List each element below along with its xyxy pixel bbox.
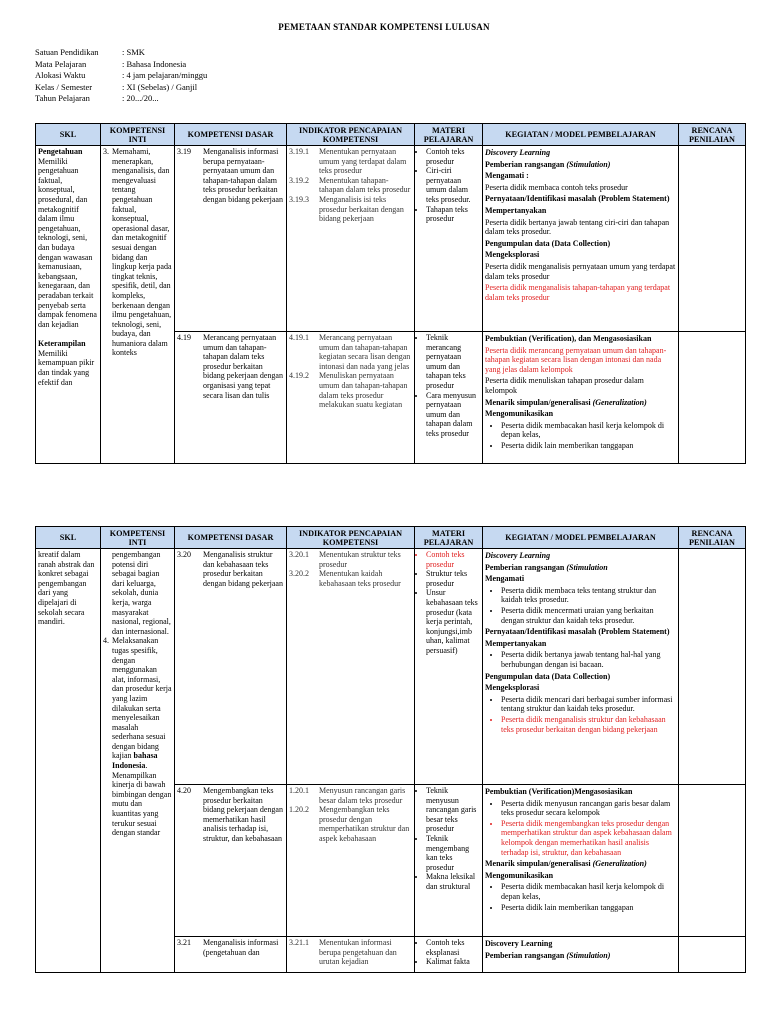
meta-value: : 4 jam pelajaran/minggu: [122, 70, 208, 80]
indikator-item: [289, 371, 412, 409]
header-kegiatan: KEGIATAN / MODEL PEMBELAJARAN: [483, 527, 679, 549]
indikator-item: [289, 176, 412, 195]
kegiatan-step: Mengeksplorasi: [485, 250, 540, 260]
penilaian-cell: [679, 937, 746, 973]
kegiatan-bullet: • Peserta didik mencari dari berbagai sumber informasi tentang struktur dan kaidah teks prosedur.: [501, 695, 676, 714]
table-row: [36, 146, 746, 332]
indikator-code: 1.20.1: [289, 786, 309, 795]
kd-cell: [175, 549, 287, 785]
materi-cell: [415, 937, 483, 973]
indikator-cell: [287, 146, 415, 332]
ki-cell: [101, 549, 175, 973]
kd-code: 3.19: [177, 147, 191, 156]
ki-cell: [101, 146, 175, 464]
skl-heading: Keterampilan: [38, 339, 86, 349]
materi-item: • Makna leksikal dan struktural: [426, 872, 480, 891]
kegiatan-step: Mengomunikasikan: [485, 870, 554, 880]
indikator-code: 3.19.2: [289, 175, 309, 185]
kegiatan-step: Pengumpulan data (Data Collection): [485, 671, 611, 681]
materi-item: • Unsur kebahasaan teks prosedur (kata kerja perintah, konjungsi,imb uhan, kalimat persuasif): [426, 588, 480, 655]
kegiatan-text: Peserta didik membaca contoh teks prosedur: [485, 182, 628, 192]
materi-item: • Contoh teks prosedur: [426, 147, 480, 166]
ki-text: Memahami, menerapkan, menganalisis, dan mengevaluasi tentang pengetahuan faktual, konseptual, operasional dasar, dan metakognitif sesuai dengan bidang dan lingkup kerja pada tingkat teknis, spesifik, detil, dan kompleks, berkenaan dengan ilmu pengetahuan, teknologi, seni, budaya, dan humaniora dalam konteks: [112, 147, 172, 358]
kegiatan-bullet: • Peserta didik menyusun rancangan garis besar dalam teks prosedur secara kelompok: [501, 799, 676, 818]
kegiatan-step: Pembuktian (Verification)Mengasosiasikan: [485, 787, 633, 796]
header-penilaian: RENCANA PENILAIAN: [679, 527, 746, 549]
indikator-item: [289, 786, 412, 805]
indikator-item: [289, 550, 412, 569]
header-indikator: INDIKATOR PENCAPAIAN KOMPETENSI: [287, 527, 415, 549]
header-skl: SKL: [36, 124, 101, 146]
step-label-italic: (Stimulation): [566, 159, 611, 169]
materi-cell: [415, 785, 483, 937]
meta-row: [35, 59, 207, 71]
model-title: Discovery Learning: [485, 939, 553, 948]
kegiatan-bullet: • Peserta didik mencermati uraian yang berkaitan dengan struktur dan kaidah teks prosedur.: [501, 606, 676, 625]
ki-text-part: . Menampilkan kinerja di bawah bimbingan dengan mutu dan kuantitas yang terukur sesuai dengan standar: [112, 761, 172, 838]
ki-number: 3.: [103, 147, 109, 156]
kegiatan-step: [485, 398, 676, 408]
kd-item: [177, 147, 284, 205]
ki-text: pengembangan potensi diri sebagai bagian dari keluarga, sekolah, dunia kerja, warga masyarakat nasional, regional, dan internasional.: [112, 550, 171, 636]
meta-value: : SMK: [122, 47, 145, 57]
kd-cell: [175, 146, 287, 332]
kd-text: Menganalisis informasi (pengetahuan dan: [203, 938, 279, 957]
skl-heading: Pengetahuan: [38, 147, 83, 156]
meta-label: Satuan Pendidikan: [35, 47, 99, 57]
header-materi: MATERI PELAJARAN: [415, 124, 483, 146]
kegiatan-bullet: • Peserta didik bertanya jawab tentang hal-hal yang berhubungan dengan isi bacaan.: [501, 650, 676, 669]
meta-value: : Bahasa Indonesia: [122, 58, 187, 69]
kd-code: 4.20: [177, 786, 191, 795]
kegiatan-cell: [483, 332, 679, 464]
meta-label: Kelas / Semester: [35, 81, 93, 92]
header-skl: SKL: [36, 527, 101, 549]
kegiatan-bullet-highlight: • Peserta didik mengembangkan teks prosedur dengan memperhatikan struktur dan aspek kebahasaan dalam kelompok dengan memerhatikan hasil analisis terhadap isi, struktur, dan kebahasaan: [501, 819, 676, 857]
kd-text: Menganalisis struktur dan kebahasaan teks prosedur berkaitan dengan bidang pekerjaan: [203, 550, 283, 588]
indikator-item: [289, 569, 412, 588]
materi-item: • Teknik menyusun rancangan garis besar teks prosedur: [426, 786, 480, 834]
kd-item: [177, 333, 284, 400]
kd-item: [177, 550, 284, 588]
kegiatan-bullet: • Peserta didik lain memberikan tanggapan: [501, 903, 676, 913]
ki-text: [112, 636, 172, 837]
kegiatan-bullet-highlight: • Peserta didik menganalisis struktur dan kebahasaan teks prosedur berkaitan dengan bidang pekerjaan: [501, 715, 676, 734]
indikator-text: Merancang pernyataan umum dan tahapan-tahapan kegiatan secara lisan dengan intonasi dan nada yang jelas: [319, 333, 411, 371]
model-title: Discovery Learning: [485, 148, 551, 157]
kd-cell: [175, 937, 287, 973]
materi-item: • Teknik mengembang kan teks prosedur: [426, 834, 480, 872]
ki-text-part: Melaksanakan tugas spesifik, dengan menggunakan alat, informasi, dan prosedur kerja yang lazim dilakukan serta menyelesaikan masalah sederhana sesuai dengan bidang kajian: [112, 636, 172, 761]
indikator-cell: [287, 332, 415, 464]
competency-table-1: [35, 123, 746, 464]
ki-number: 4.: [103, 636, 109, 646]
kegiatan-cell: [483, 146, 679, 332]
kd-code: 3.20: [177, 550, 191, 559]
meta-label: Tahun Pelajaran: [35, 93, 90, 103]
header-kd: KOMPETENSI DASAR: [175, 124, 287, 146]
indikator-cell: [287, 549, 415, 785]
kegiatan-step: Pengumpulan data (Data Collection): [485, 238, 611, 248]
indikator-code: 4.19.2: [289, 371, 309, 381]
skl-cell: kreatif dalam ranah abstrak dan konkret sebagai pengembangan dari yang dipelajari di sekolah secara mandiri.: [36, 549, 101, 973]
step-label: Menarik simpulan/generalisasi: [485, 397, 591, 407]
kegiatan-bullet: • Peserta didik membacakan hasil kerja kelompok di depan kelas,: [501, 421, 676, 440]
kegiatan-text-highlight: Peserta didik merancang pernyataan umum dan tahapan-tahapan kegiatan secara lisan dengan intonasi dan nada yang jelas dalam kelompok: [485, 345, 667, 374]
meta-value: : 20.../20...: [122, 93, 159, 103]
materi-item: • Tahapan teks prosedur: [426, 205, 480, 224]
indikator-text: Menentukan kaidah kebahasaan teks prosedur: [319, 569, 401, 588]
competency-table-2: [35, 526, 746, 973]
header-penilaian: RENCANA PENILAIAN: [679, 124, 746, 146]
indikator-text: Menentukan pernyataan umum yang terdapat dalam teks prosedur: [319, 147, 407, 176]
kd-item: [177, 786, 284, 844]
meta-row: [35, 70, 207, 82]
materi-cell: [415, 332, 483, 464]
indikator-item: [289, 147, 412, 176]
penilaian-cell: [679, 549, 746, 785]
indikator-code: 1.20.2: [289, 805, 309, 815]
kegiatan-step: [485, 160, 676, 170]
indikator-item: [289, 805, 412, 843]
indikator-text: Menentukan tahapan-tahapan dalam teks prosedur: [319, 175, 411, 195]
meta-row: [35, 82, 207, 94]
materi-item-highlight: • Contoh teks prosedur: [426, 550, 480, 569]
indikator-code: 3.20.1: [289, 550, 309, 559]
kd-text: Menganalisis informasi berupa pernyataan-pernyataan umum dan tahapan-tahapan dalam teks prosedur berkaitan dengan bidang pekerjaan: [203, 147, 283, 204]
header-kd: KOMPETENSI DASAR: [175, 527, 287, 549]
page-title: PEMETAAN STANDAR KOMPETENSI LULUSAN: [278, 22, 490, 32]
kegiatan-step: Mempertanyakan: [485, 638, 547, 648]
kd-item: [177, 938, 284, 957]
kd-text: Mengembangkan teks prosedur berkaitan bidang pekerjaan dengan memerhatikan hasil analisis terhadap isi, struktur, dan kebahasaan: [203, 786, 283, 843]
kegiatan-text: Peserta didik menuliskan tahapan prosedur dalam kelompok: [485, 376, 644, 395]
kegiatan-step: Mengamati: [485, 574, 525, 584]
table-header-row: [36, 527, 746, 549]
kegiatan-text-highlight: Peserta didik menganalisis tahapan-tahapan yang terdapat dalam teks prosedur: [485, 283, 671, 302]
table-row: [36, 549, 746, 785]
kegiatan-step: Mempertanyakan: [485, 205, 547, 215]
indikator-code: 3.20.2: [289, 569, 309, 579]
indikator-item: [289, 195, 412, 224]
indikator-item: [289, 333, 412, 371]
step-label-italic: (Stimulation: [566, 562, 608, 572]
kegiatan-text: Peserta didik menganalisis pernyataan umum yang terdapat dalam teks prosedur: [485, 261, 676, 281]
kegiatan-step: [485, 563, 676, 573]
indikator-cell: [287, 785, 415, 937]
indikator-text: Menuliskan pernyataan umum dan tahapan-tahapan dalam teks prosedur melakukan suatu kegiatan: [319, 371, 408, 410]
skl-cell: [36, 146, 101, 464]
indikator-cell: [287, 937, 415, 973]
materi-cell: [415, 146, 483, 332]
penilaian-cell: [679, 332, 746, 464]
indikator-code: 3.21.1: [289, 938, 309, 947]
step-label: Pemberian rangsangan: [485, 950, 565, 960]
kegiatan-step: Mengeksplorasi: [485, 683, 540, 693]
kegiatan-bullet: • Peserta didik lain memberikan tanggapan: [501, 441, 676, 451]
kegiatan-bullet: • Peserta didik membaca teks tentang struktur dan kaidah teks prosedur.: [501, 586, 676, 605]
document-meta: [35, 47, 207, 105]
skl-text: Memiliki pengetahuan faktual, konseptual, prosedural, dan metakognitif dalam ilmu pengetahuan, teknologi, seni, dan budaya dengan wawasan kemanusiaan, kebangsaan, kenegaraan, dan peradaban terkait penyebab serta dampak fenomena dan kejadian: [38, 156, 97, 329]
materi-item: • Contoh teks eksplanasi: [426, 938, 480, 957]
model-title: Discovery Learning: [485, 551, 551, 560]
step-label-italic: (Generalization): [592, 859, 647, 869]
step-label: Menarik simpulan/generalisasi: [485, 859, 591, 869]
kegiatan-step: Mengamati :: [485, 171, 529, 181]
indikator-text: Menyusun rancangan garis besar dalam teks prosedur: [319, 786, 406, 805]
indikator-code: 4.19.1: [289, 333, 309, 342]
kegiatan-step: Pernyataan/Identifikasi masalah (Problem Statement): [485, 194, 670, 204]
indikator-code: 3.19.1: [289, 147, 309, 156]
indikator-text: Menentukan struktur teks prosedur: [319, 550, 401, 569]
kegiatan-step: Pernyataan/Identifikasi masalah (Problem Statement): [485, 627, 670, 637]
header-materi: MATERI PELAJARAN: [415, 527, 483, 549]
kegiatan-bullet: • Peserta didik membacakan hasil kerja kelompok di depan kelas,: [501, 882, 676, 901]
step-label-italic: (Generalization): [592, 397, 647, 407]
kegiatan-cell: [483, 937, 679, 973]
materi-item: • Ciri-ciri pernyataan umum dalam teks prosedur.: [426, 166, 480, 204]
indikator-item: [289, 938, 412, 967]
indikator-text: Mengembangkan teks prosedur dengan memperhatikan struktur dan aspek kebahasaan: [319, 805, 410, 843]
materi-item: • Teknik merancang pernyataan umum dan tahapan teks prosedur: [426, 333, 480, 391]
materi-item: • Kalimat fakta: [426, 957, 480, 967]
indikator-code: 3.19.3: [289, 194, 309, 204]
kegiatan-cell: [483, 549, 679, 785]
meta-row: [35, 47, 207, 59]
indikator-text: Menganalisis isi teks prosedur berkaitan dengan bidang pekerjaan: [319, 194, 404, 224]
header-indikator: INDIKATOR PENCAPAIAN KOMPETENSI: [287, 124, 415, 146]
kd-code: 3.21: [177, 938, 191, 947]
materi-item: • Cara menyusun pernyataan umum dan tahapan dalam teks prosedur: [426, 391, 480, 439]
header-ki: KOMPETENSI INTI: [101, 527, 175, 549]
skl-text: Memiliki kemampuan pikir dan tindak yang efektif dan: [38, 348, 95, 387]
step-label-italic: (Stimulation): [566, 950, 611, 960]
kegiatan-step: [485, 859, 676, 869]
ki-item: [103, 147, 172, 358]
penilaian-cell: [679, 785, 746, 937]
kd-code: 4.19: [177, 333, 191, 342]
kegiatan-step: Mengomunikasikan: [485, 409, 554, 419]
meta-row: [35, 93, 207, 105]
table-header-row: [36, 124, 746, 146]
meta-value: : XI (Sebelas) / Ganjil: [122, 81, 198, 92]
kegiatan-cell: [483, 785, 679, 937]
kd-text: Merancang pernyataan umum dan tahapan-tahapan dalam teks prosedur berkaitan bidang pekerjaan dengan organisasi yang tepat secara lisan dan tulis: [203, 333, 283, 400]
indikator-text: Menentukan informasi berupa pengetahuan dan urutan kejadian: [319, 938, 397, 967]
penilaian-cell: [679, 146, 746, 332]
header-ki: KOMPETENSI INTI: [101, 124, 175, 146]
kd-cell: [175, 332, 287, 464]
header-kegiatan: KEGIATAN / MODEL PEMBELAJARAN: [483, 124, 679, 146]
step-label: Pemberian rangsangan: [485, 159, 565, 169]
ki-text-bold: bahasa Indonesia: [112, 751, 158, 771]
step-label: Pemberian rangsangan: [485, 562, 565, 572]
kegiatan-text: Peserta didik bertanya jawab tentang ciri-ciri dan tahapan dalam teks prosedur.: [485, 217, 670, 237]
materi-cell: [415, 549, 483, 785]
meta-label: Mata Pelajaran: [35, 58, 87, 69]
ki-item: [103, 636, 172, 837]
kegiatan-step: Pembuktian (Verification), dan Mengasosiasikan: [485, 334, 652, 343]
kegiatan-step: [485, 951, 676, 961]
materi-item: • Struktur teks prosedur: [426, 569, 480, 588]
meta-label: Alokasi Waktu: [35, 70, 86, 80]
kd-cell: [175, 785, 287, 937]
